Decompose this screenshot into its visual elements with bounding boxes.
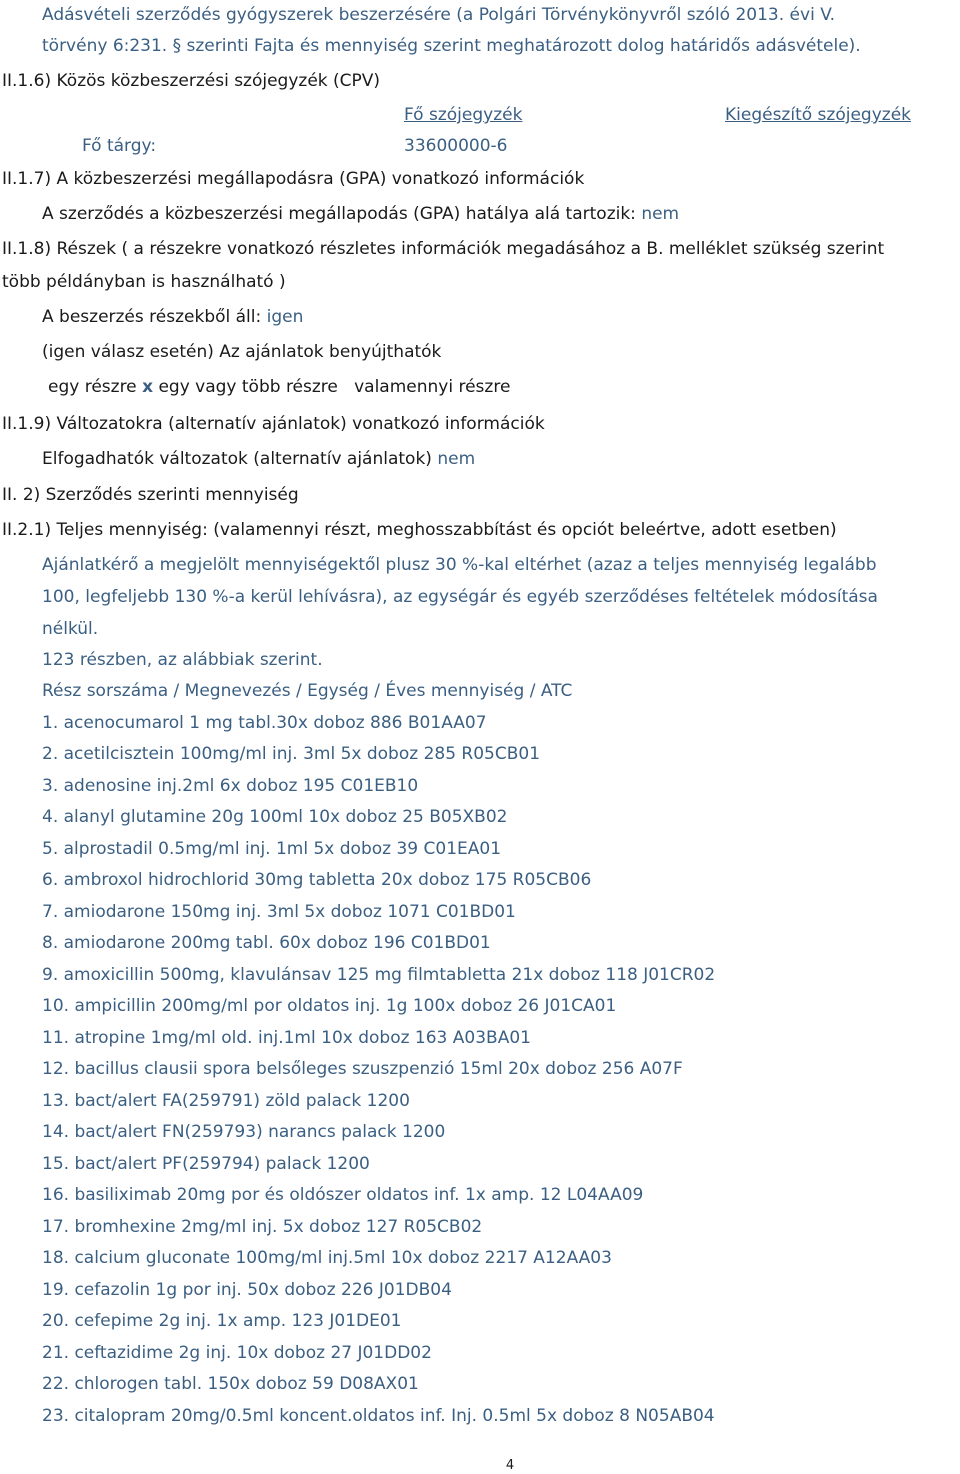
list-item: 8. amiodarone 200mg tabl. 60x doboz 196 C01BD01 bbox=[42, 933, 491, 953]
list-item: 13. bact/alert FA(259791) zöld palack 1200 bbox=[42, 1091, 410, 1111]
list-item: 21. ceftazidime 2g inj. 10x doboz 27 J01DD02 bbox=[42, 1343, 432, 1363]
parts-offers-label: (igen válasz esetén) Az ajánlatok benyújthatók bbox=[42, 342, 442, 362]
list-item: 3. adenosine inj.2ml 6x doboz 195 C01EB10 bbox=[42, 776, 419, 796]
items-table-header: Rész sorszáma / Megnevezés / Egység / Éves mennyiség / ATC bbox=[42, 681, 573, 701]
quantity-heading: II. 2) Szerződés szerinti mennyiség bbox=[2, 485, 299, 505]
parts-heading-line-1: II.1.8) Részek ( a részekre vonatkozó részletes információk megadásához a B. melléklet szükség szerint bbox=[2, 239, 885, 259]
gpa-answer: nem bbox=[641, 204, 680, 224]
intro-line-2: törvény 6:231. § szerinti Fajta és mennyiség szerint meghatározott dolog határidős adásvétele). bbox=[42, 36, 861, 56]
list-item: 9. amoxicillin 500mg, klavulánsav 125 mg filmtabletta 21x doboz 118 J01CR02 bbox=[42, 965, 716, 985]
list-item: 7. amiodarone 150mg inj. 3ml 5x doboz 1071 C01BD01 bbox=[42, 902, 516, 922]
gpa-heading: II.1.7) A közbeszerzési megállapodásra (GPA) vonatkozó információk bbox=[2, 169, 585, 189]
list-item: 11. atropine 1mg/ml old. inj.1ml 10x doboz 163 A03BA01 bbox=[42, 1028, 531, 1048]
cpv-main-subject-label: Fő tárgy: bbox=[82, 136, 157, 156]
list-item: 16. basiliximab 20mg por és oldószer oldatos inf. 1x amp. 12 L04AA09 bbox=[42, 1185, 644, 1205]
cpv-main-subject-code: 33600000-6 bbox=[404, 136, 508, 156]
list-item: 6. ambroxol hidrochlorid 30mg tabletta 20x doboz 175 R05CB06 bbox=[42, 870, 592, 890]
list-item: 15. bact/alert PF(259794) palack 1200 bbox=[42, 1154, 370, 1174]
list-item: 23. citalopram 20mg/0.5ml koncent.oldatos inf. Inj. 0.5ml 5x doboz 8 N05AB04 bbox=[42, 1406, 715, 1426]
quantity-paragraph-line-3: nélkül. bbox=[42, 619, 99, 639]
option-one-or-more-parts: egy vagy több részre bbox=[158, 377, 338, 397]
option-selected-mark: x bbox=[142, 377, 154, 397]
list-item: 1. acenocumarol 1 mg tabl.30x doboz 886 B01AA07 bbox=[42, 713, 487, 733]
gpa-statement bbox=[42, 203, 679, 225]
gpa-statement-text: A szerződés a közbeszerzési megállapodás (GPA) hatálya alá tartozik: bbox=[42, 204, 636, 224]
parts-consists-label: A beszerzés részekből áll: bbox=[42, 307, 262, 327]
page-number: 4 bbox=[505, 1458, 515, 1473]
list-item: 19. cefazolin 1g por inj. 50x doboz 226 J01DB04 bbox=[42, 1280, 452, 1300]
list-item: 17. bromhexine 2mg/ml inj. 5x doboz 127 R05CB02 bbox=[42, 1217, 483, 1237]
option-all-parts: valamennyi részre bbox=[354, 377, 511, 397]
list-item: 10. ampicillin 200mg/ml por oldatos inj. 1g 100x doboz 26 J01CA01 bbox=[42, 996, 617, 1016]
list-item: 14. bact/alert FN(259793) narancs palack 1200 bbox=[42, 1122, 446, 1142]
parts-offer-options bbox=[48, 376, 510, 398]
cpv-supplementary-vocabulary-header: Kiegészítő szójegyzék bbox=[725, 105, 911, 125]
variants-label: Elfogadhatók változatok (alternatív ajánlatok) bbox=[42, 449, 432, 469]
list-item: 2. acetilcisztein 100mg/ml inj. 3ml 5x doboz 285 R05CB01 bbox=[42, 744, 541, 764]
variants-row bbox=[42, 448, 475, 470]
parts-count-line: 123 részben, az alábbiak szerint. bbox=[42, 650, 323, 670]
list-item: 12. bacillus clausii spora belsőleges szuszpenzió 15ml 20x doboz 256 A07F bbox=[42, 1059, 683, 1079]
parts-consists-row bbox=[42, 306, 303, 328]
variants-value: nem bbox=[437, 449, 476, 469]
parts-consists-value: igen bbox=[266, 307, 304, 327]
variants-heading: II.1.9) Változatokra (alternatív ajánlatok) vonatkozó információk bbox=[2, 414, 545, 434]
cpv-main-vocabulary-header: Fő szójegyzék bbox=[404, 105, 523, 125]
list-item: 22. chlorogen tabl. 150x doboz 59 D08AX01 bbox=[42, 1374, 419, 1394]
quantity-paragraph-line-2: 100, legfeljebb 130 %-a kerül lehívásra), az egységár és egyéb szerződéses feltételek módosítása bbox=[42, 587, 878, 607]
list-item: 20. cefepime 2g inj. 1x amp. 123 J01DE01 bbox=[42, 1311, 402, 1331]
intro-line-1: Adásvételi szerződés gyógyszerek beszerzésére (a Polgári Törvénykönyvről szóló 2013. évi V. bbox=[42, 5, 836, 25]
quantity-paragraph-line-1: Ajánlatkérő a megjelölt mennyiségektől plusz 30 %-kal eltérhet (azaz a teljes mennyiség legalább bbox=[42, 555, 877, 575]
list-item: 5. alprostadil 0.5mg/ml inj. 1ml 5x doboz 39 C01EA01 bbox=[42, 839, 502, 859]
option-one-part: egy részre bbox=[48, 377, 137, 397]
parts-heading-line-2: több példányban is használható ) bbox=[2, 272, 286, 292]
cpv-heading: II.1.6) Közös közbeszerzési szójegyzék (CPV) bbox=[2, 71, 381, 91]
total-quantity-heading: II.2.1) Teljes mennyiség: (valamennyi részt, meghosszabbítást és opciót beleértve, adott esetben) bbox=[2, 520, 837, 540]
list-item: 4. alanyl glutamine 20g 100ml 10x doboz 25 B05XB02 bbox=[42, 807, 508, 827]
list-item: 18. calcium gluconate 100mg/ml inj.5ml 10x doboz 2217 A12AA03 bbox=[42, 1248, 612, 1268]
